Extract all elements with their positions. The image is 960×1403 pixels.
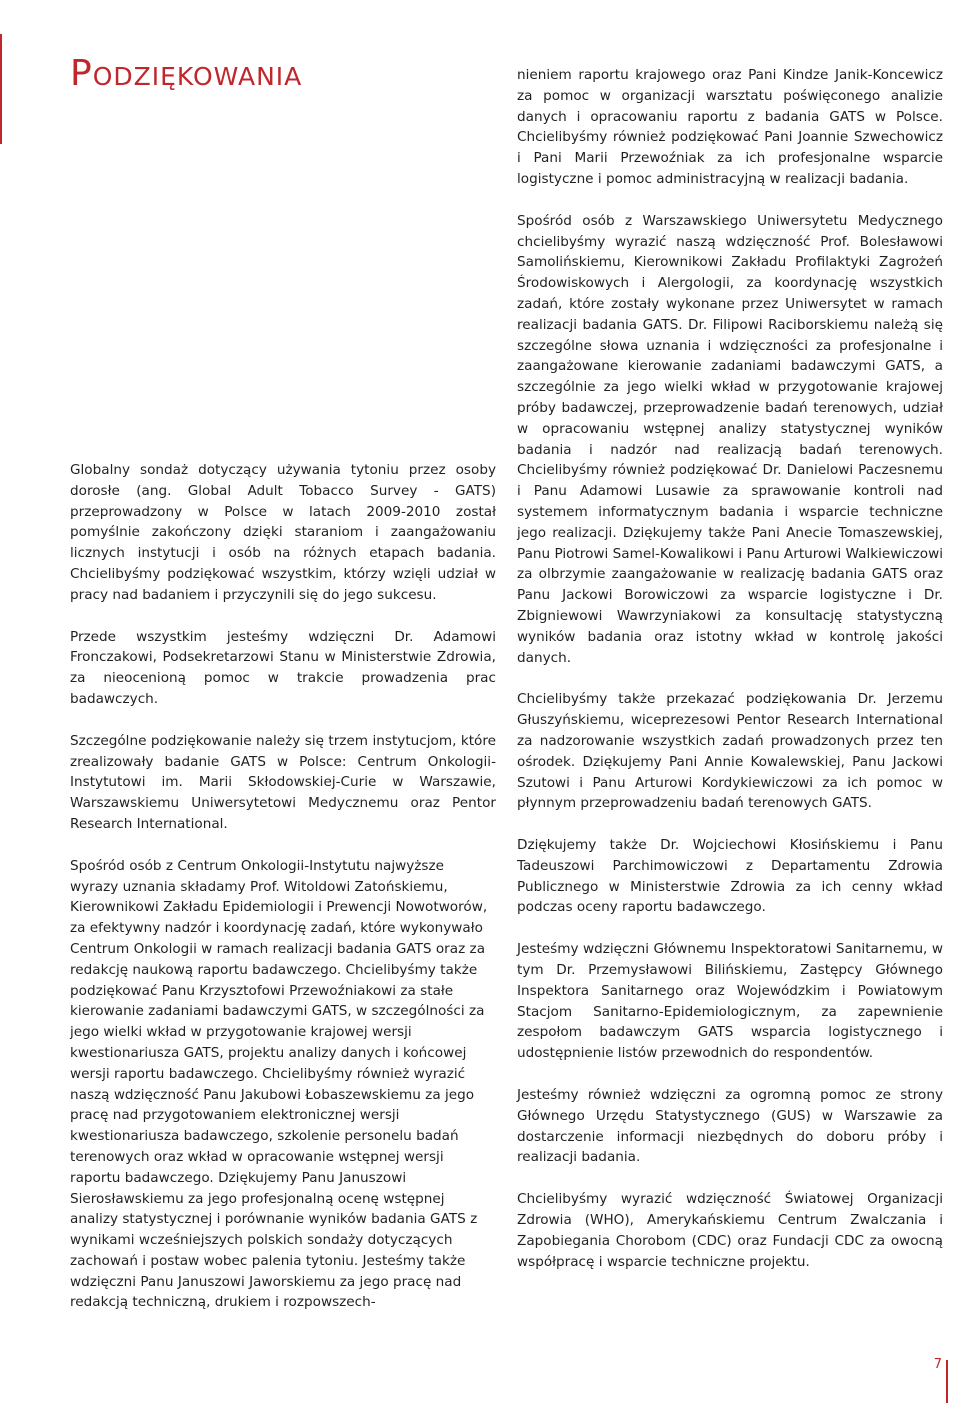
paragraph-gus: Jesteśmy również wdzięczni za ogromną pomoc ze strony Głównego Urzędu Statystycznego (GUS) w Warszawie za dostarczenie informacji niezbędnych do doboru próby i realizacji badania. (517, 1087, 943, 1166)
text-column-right (517, 65, 943, 1272)
page-number: 7 (933, 1357, 942, 1372)
paragraph-health-ministry: Dziękujemy także Dr. Wojciechowi Kłosińskiemu i Panu Tadeuszowi Parchimowiczowi z Departamentu Zdrowia Publicznego w Ministerstwie Zdrowia za ich cenny wkład podczas oceny raportu badawczego. (517, 837, 943, 916)
paragraph-institutions: Szczególne podziękowanie należy się trzem instytucjom, które zrealizowały badanie GATS w Polsce: Centrum Onkologii-Instytutowi im. Marii Skłodowskiej-Curie w Warszawie, Warszawskiemu Uniwersytetowi Medycznemu oraz Pentor Research International. (70, 732, 496, 832)
paragraph-who-cdc: Chcielibyśmy wyrazić wdzięczność Światowej Organizacji Zdrowia (WHO), Amerykańskiemu Centrum Zwalczania i Zapobiegania Chorobom (CDC) oraz Fundacji CDC za owocną współpracę i wsparcie techniczne projektu. (517, 1191, 943, 1270)
paragraph-sanitary-inspectorate: Jesteśmy wdzięczni Głównemu Inspektoratowi Sanitarnemu, w tym Dr. Przemysławowi Bilińskiemu, Zastępcy Głównego Inspektora Sanitarnego oraz Wojewódzkim i Powiatowym Stacjom Sanitarno-Epidemiologicznym, za zapewnienie zespołom badawczym GATS wsparcia logistycznego i udostępnienie listów przewodnich do respondentów. (517, 941, 943, 1062)
page-title: Podziękowania (70, 53, 303, 94)
text-column-left (70, 460, 496, 1313)
paragraph-oncology-centre: Spośród osób z Centrum Onkologii-Instytutu najwyższe wyrazy uznania składamy Prof. Witoldowi Zatońskiemu, Kierownikowi Zakładu Epidemiologii i Prewencji Nowotworów, za efektywny nadzór i koordynację zadań, które wykonywało Centrum Onkologii w ramach realizacji badania GATS oraz za redakcję naukową raportu badawczego. Chcielibyśmy także podziękować Panu Krzysztofowi Przewoźniakowi za stałe kierowanie zadaniami badawczymi GATS, w szczególności za jego wielki wkład w przygotowanie krajowej wersji kwestionariusza GATS, projektu analizy danych i końcowej wersji raportu badawczego. Chcielibyśmy również wyrazić naszą wdzięczność Panu Jakubowi Łobaszewskiemu za jego pracę nad przygotowaniem elektronicznej wersji kwestionariusza badawczego, szkolenie personelu badań terenowych oraz wkład w opracowanie wstępnej wersji raportu badawczego. Dziękujemy Panu Januszowi Sierosławskiemu za jego profesjonalną ocenę wstępnej analizy statystycznej i porównanie wyników badania GATS z wynikami wcześniejszych polskich sondaży dotyczących zachowań i postaw wobec palenia tytoniu. Jesteśmy także wdzięczni Panu Januszowi Jaworskiemu za jego pracę nad redakcją techniczną, drukiem i rozpowszech- (70, 857, 488, 1311)
accent-rule-right (946, 1360, 948, 1403)
paragraph-report-continuation: nieniem raportu krajowego oraz Pani Kindze Janik-Koncewicz za pomoc w organizacji warsztatu poświęconego analizie danych i opracowaniu raportu z badania GATS w Polsce. Chcielibyśmy również podziękować Pani Joannie Szwechowicz i Pani Marii Przewoźniak za ich profesjonalne wsparcie logistyczne i pomoc administracyjną w realizacji badania. (517, 67, 943, 187)
paragraph-intro: Globalny sondaż dotyczący używania tytoniu przez osoby dorosłe (ang. Global Adult Tobacco Survey - GATS) przeprowadzony w Polsce w latach 2009-2010 został pomyślnie zakończony dzięki staraniom i zaangażowaniu licznych instytucji i osób na różnych etapach badania. Chcielibyśmy podziękować wszystkim, którzy wzięli udział w pracy nad badaniem i przyczynili się do jego sukcesu. (70, 462, 496, 603)
paragraph-ministry-thanks: Przede wszystkim jesteśmy wdzięczni Dr. Adamowi Fronczakowi, Podsekretarzowi Stanu w Ministerstwie Zdrowia, za nieocenioną pomoc w trakcie prowadzenia prac badawczych. (70, 628, 496, 707)
accent-rule-left (0, 34, 2, 144)
paragraph-medical-university: Spośród osób z Warszawskiego Uniwersytetu Medycznego chcielibyśmy wyrazić naszą wdzięczność Prof. Bolesławowi Samolińskiemu, Kierownikowi Zakładu Profilaktyki Zagrożeń Środowiskowych i Alergologii, za koordynację wszystkich zadań, które zostały wykonane przez Uniwersytet w ramach realizacji badania GATS. Dr. Filipowi Raciborskiemu należą się szczególne słowa uznania i wdzięczności za profesjonalne i zaangażowane kierowanie zadaniami badawczymi GATS, a szczególnie za jego wielki wkład w przygotowanie krajowej próby badawczej, przeprowadzenie badań terenowych, udział w opracowaniu wstępnej analizy statystycznej wyników badania i nadzór nad realizacją badań terenowych. Chcielibyśmy również podziękować Dr. Danielowi Paczesnemu i Panu Adamowi Lusawie za sprawowanie kontroli nad systemem informatycznym badania i wsparcie techniczne jego realizacji. Dziękujemy także Pani Anecie Tomaszewskiej, Panu Piotrowi Samel-Kowalikowi i Panu Arturowi Walkiewiczowi za olbrzymie zaangażowanie w realizację badania GATS oraz Panu Jackowi Borowiczowi za wsparcie logistyczne i Dr. Zbigniewowi Wawrzyniakowi za konsultację statystyczną wyników badania oraz istotny wkład w kontrolę jakości danych. (517, 212, 943, 666)
paragraph-pentor: Chcielibyśmy także przekazać podziękowania Dr. Jerzemu Głuszyńskiemu, wiceprezesowi Pentor Research International za nadzorowanie wszystkich zadań prowadzonych przez ten ośrodek. Dziękujemy Pani Annie Kowalewskiej, Panu Jackowi Szutowi i Panu Arturowi Kordykiewiczowi za ich pomoc w płynnym przeprowadzeniu badań terenowych GATS. (517, 691, 943, 812)
